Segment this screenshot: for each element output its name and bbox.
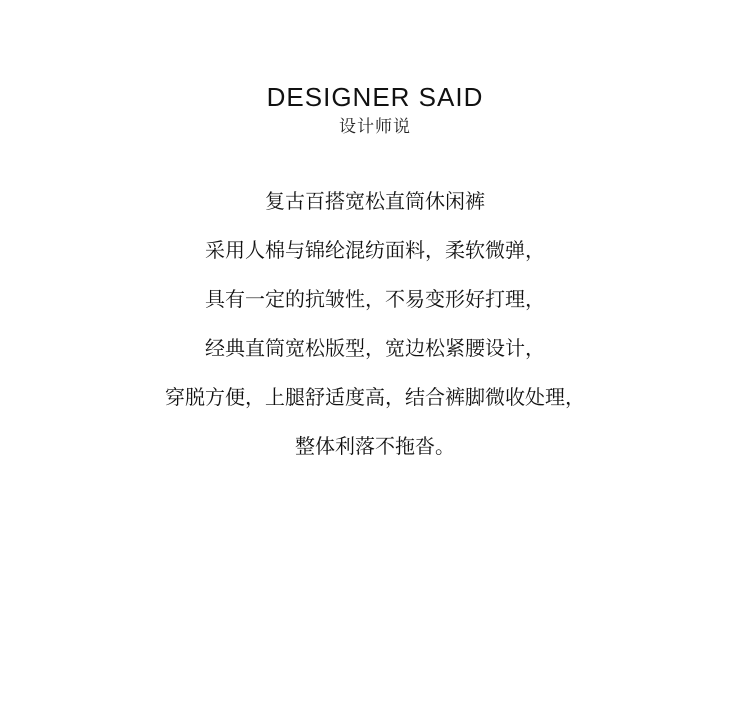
- description-line-comfort: 穿脱方便，上腿舒适度高，结合裤脚微收处理，: [165, 385, 585, 409]
- description-line-fabric: 采用人棉与锦纶混纺面料，柔软微弹，: [205, 238, 545, 262]
- description-line-care: 具有一定的抗皱性，不易变形好打理，: [205, 287, 545, 311]
- description-line-fit: 经典直筒宽松版型，宽边松紧腰设计，: [205, 336, 545, 360]
- description-line-summary: 整体利落不拖沓。: [295, 434, 455, 458]
- section-title-cn: 设计师说: [339, 117, 411, 137]
- product-name-line: 复古百搭宽松直筒休闲裤: [265, 189, 485, 213]
- section-title-en: DESIGNER SAID: [266, 82, 484, 112]
